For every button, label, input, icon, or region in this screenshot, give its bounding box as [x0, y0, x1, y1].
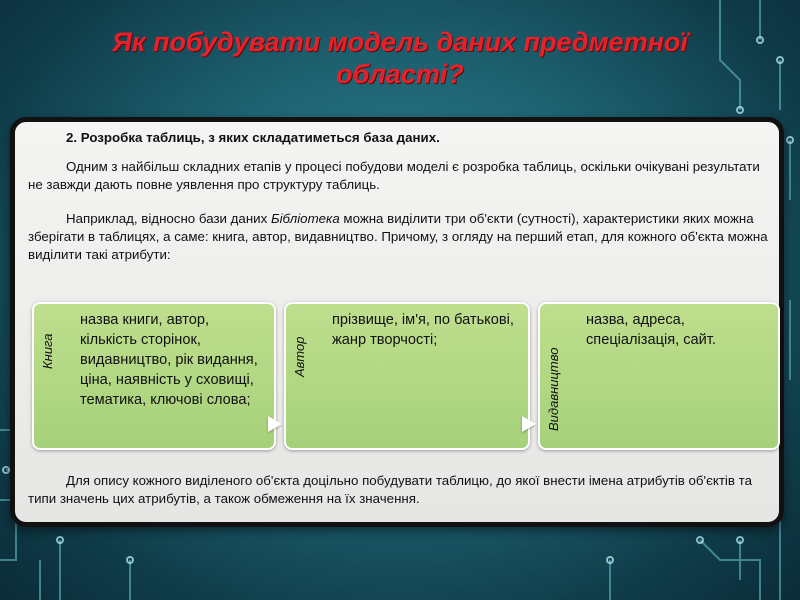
arrow-right-icon: [268, 416, 282, 432]
intro-paragraph: Одним з найбільш складних етапів у процесі побудови моделі є розробка таблиць, оскільки очікувані результати не завжди дають повне уявлення про структуру таблиць.: [28, 159, 760, 192]
entity-attributes: назва книги, автор, кількість сторінок, видавництво, рік видання, ціна, наявність у сховищі, тематика, ключові слова;: [80, 312, 258, 408]
library-term: Бібліотека: [270, 211, 340, 226]
entity-box-author: [284, 302, 530, 450]
step-heading: 2. Розробка таблиць, з яких складатиметься база даних.: [66, 130, 440, 145]
content-card: [10, 117, 784, 527]
example-paragraph: [28, 210, 773, 264]
entity-tab: [286, 304, 316, 448]
entity-name: Книга: [40, 333, 55, 369]
slide-title: Як побудувати модель даних предметної області?: [112, 27, 688, 89]
entity-tab: [34, 304, 64, 448]
conclusion-paragraph: Для опису кожного виділеного об'єкта доцільно побудувати таблицю, до якої внести імена атрибутів об'єктів та типи значень цих атрибутів, а також обмеження на їх значення.: [28, 473, 752, 506]
example-text-start: Наприклад, відносно бази даних: [66, 211, 271, 226]
arrow-right-icon: [522, 416, 536, 432]
entity-attributes: назва, адреса, спеціалізація, сайт.: [586, 312, 716, 348]
entity-tab: [540, 304, 570, 448]
entity-name: Видавництво: [546, 347, 561, 431]
entity-diagram: [28, 298, 780, 452]
entity-box-book: [32, 302, 276, 450]
entity-attributes: прізвище, ім'я, по батькові, жанр творчості;: [332, 312, 514, 348]
entity-box-publisher: [538, 302, 780, 450]
entity-name: Автор: [292, 336, 307, 377]
example-text-end: можна виділити три об'єкти (сутності), характеристики яких можна зберігати в таблицях, а саме: книга, автор, видавництво. Причому, з огляду на перший етап, для кожного об'єкта можна виділити такі атрибути:: [28, 211, 768, 262]
